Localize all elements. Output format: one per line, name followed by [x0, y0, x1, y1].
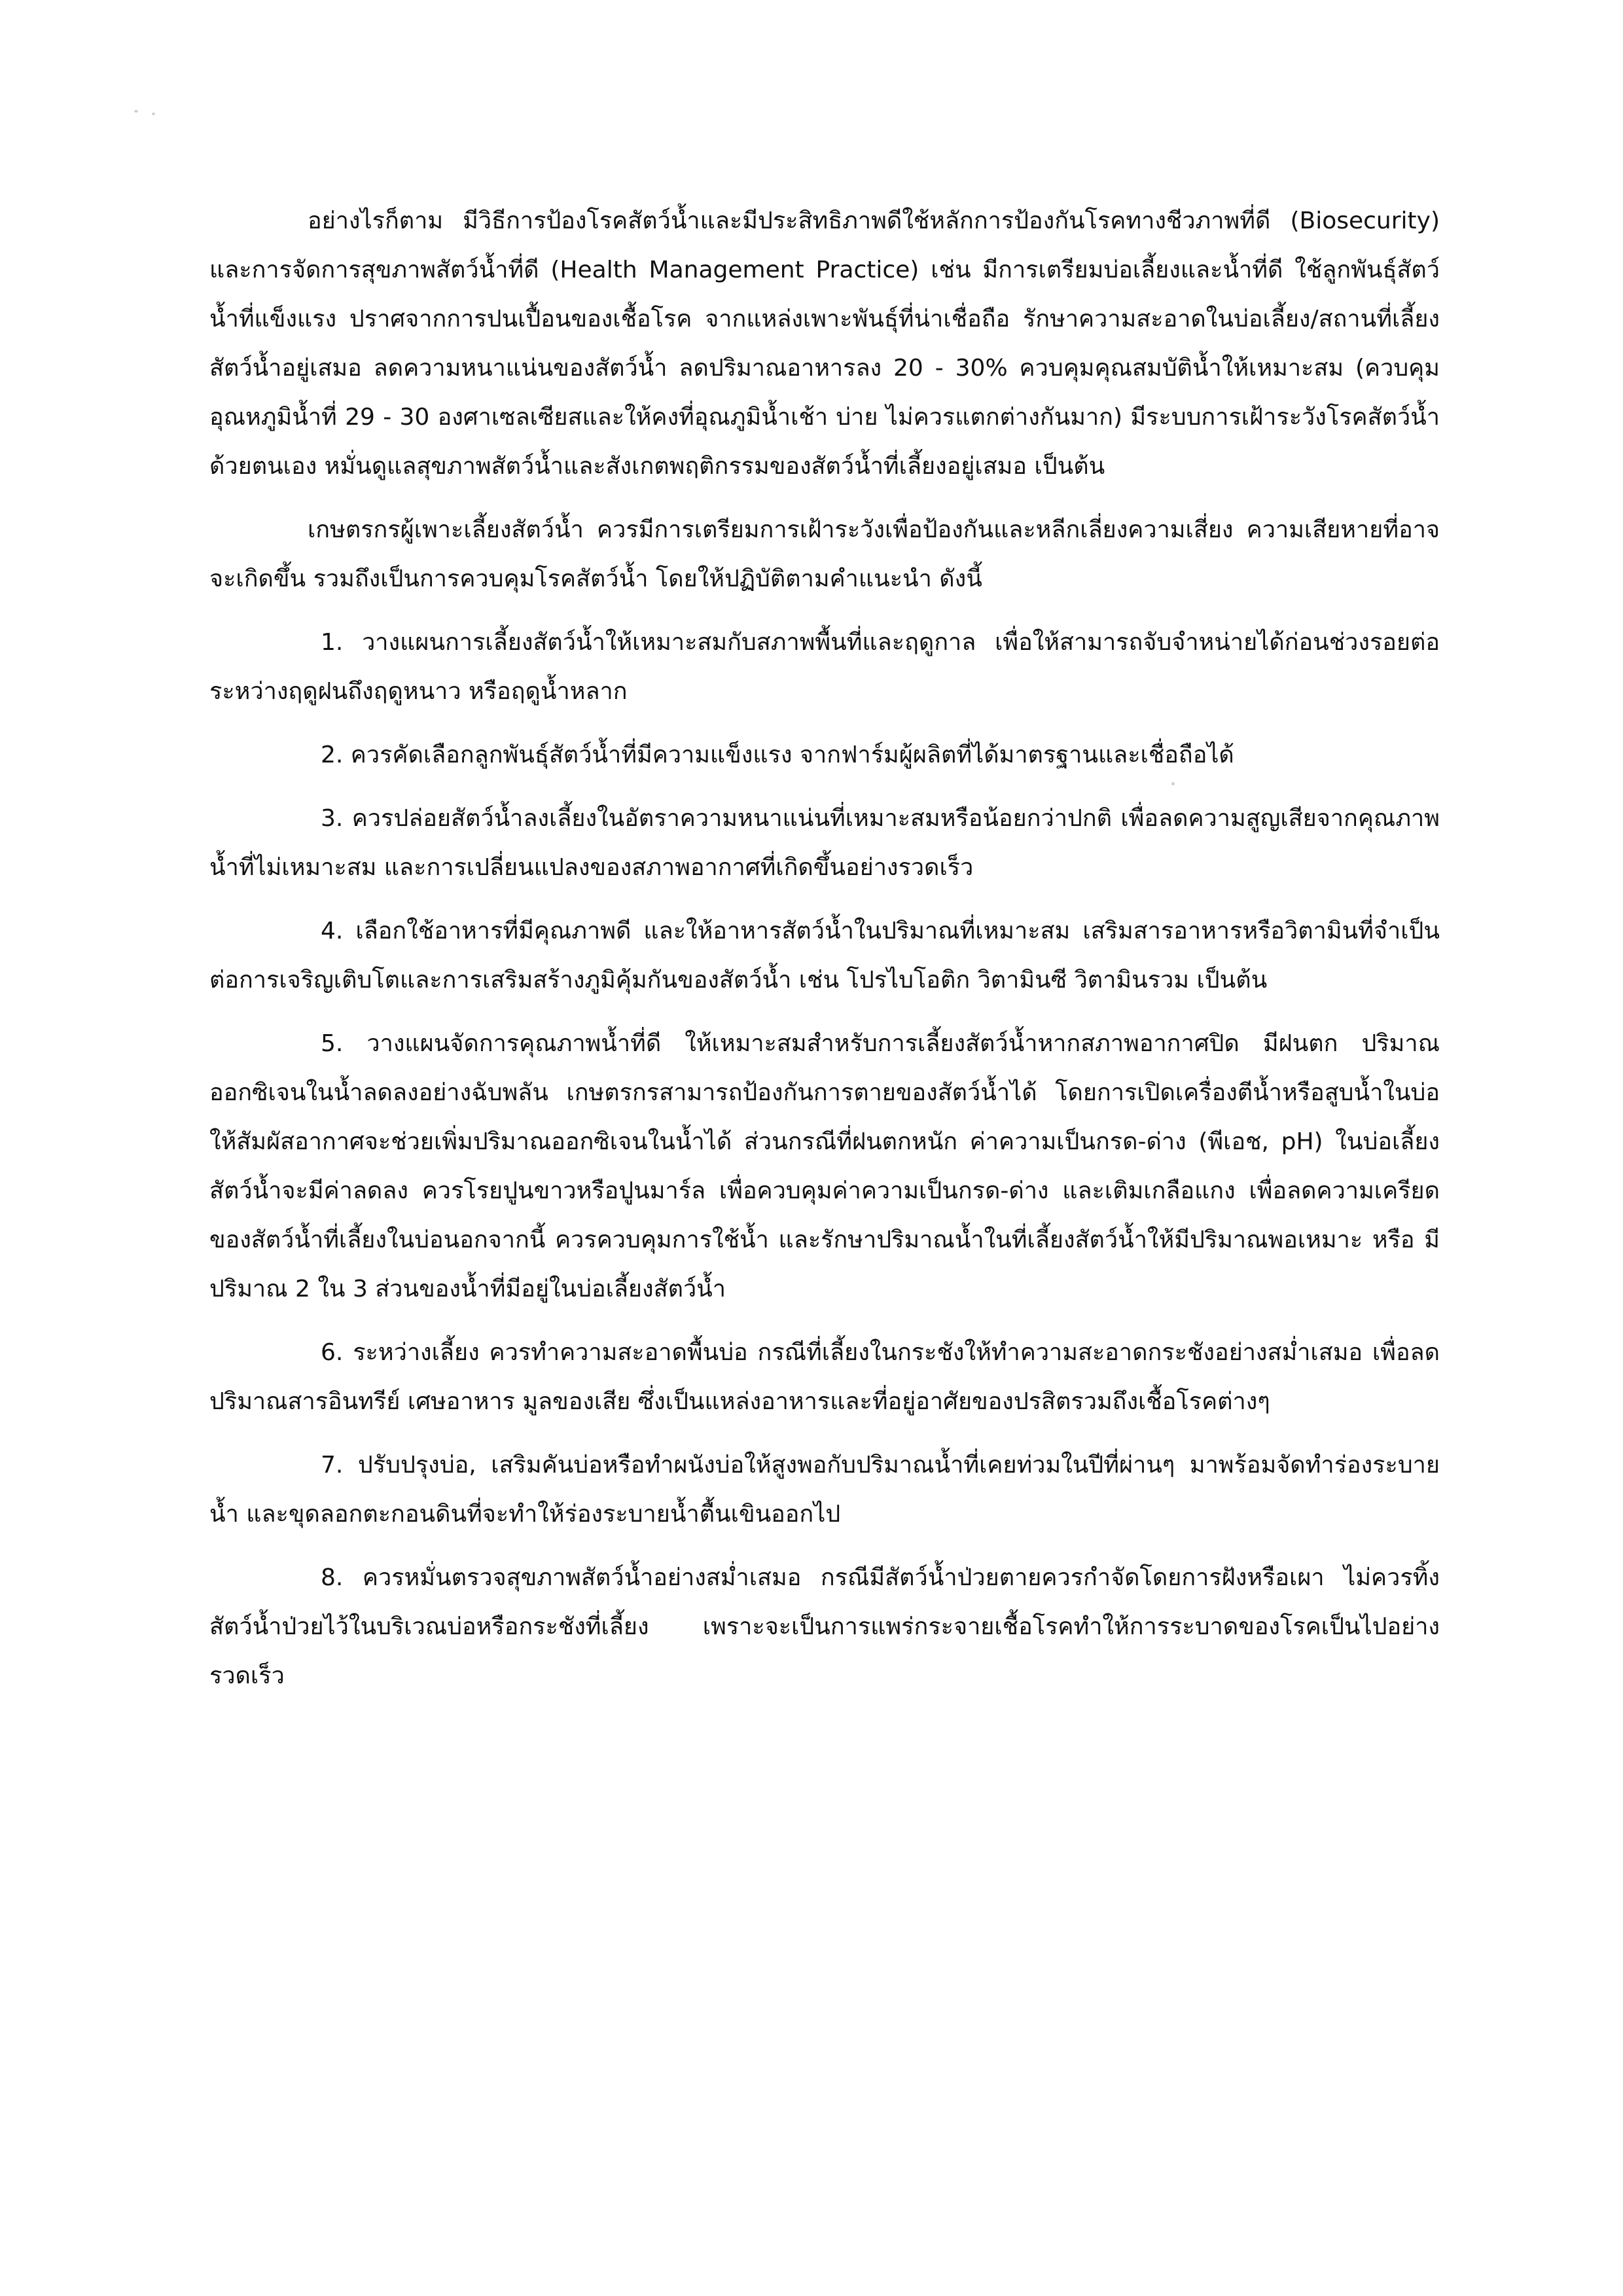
list-item: 5. วางแผนจัดการคุณภาพน้ำที่ดี ให้เหมาะสมสำหรับการเลี้ยงสัตว์น้ำหากสภาพอากาศปิด มีฝนตก ปริมาณออกซิเจนในน้ำลดลงอย่างฉับพลัน เกษตรกรสามารถป้องกันการตายของสัตว์น้ำได้ โดยการเปิดเครื่องตีน้ำหรือสูบน้ำในบ่อให้สัมผัสอากาศจะช่วยเพิ่มปริมาณออกซิเจนในน้ำได้ ส่วนกรณีที่ฝนตกหนัก ค่าความเป็นกรด-ด่าง (พีเอช, pH) ในบ่อเลี้ยงสัตว์น้ำจะมีค่าลดลง ควรโรยปูนขาวหรือปูนมาร์ล เพื่อควบคุมค่าความเป็นกรด-ด่าง และเติมเกลือแกง เพื่อลดความเครียดของสัตว์น้ำที่เลี้ยงในบ่อนอกจากนี้ ควรควบคุมการใช้น้ำ และรักษาปริมาณน้ำในที่เลี้ยงสัตว์น้ำให้มีปริมาณพอเหมาะ หรือ มีปริมาณ 2 ใน 3 ส่วนของน้ำที่มีอยู่ในบ่อเลี้ยงสัตว์น้ำ — [209, 1030, 1440, 1302]
list-item: 1. วางแผนการเลี้ยงสัตว์น้ำให้เหมาะสมกับสภาพพื้นที่และฤดูกาล เพื่อให้สามารถจับจำหน่ายได้ก่อนช่วงรอยต่อระหว่างฤดูฝนถึงฤดูหนาว หรือฤดูน้ำหลาก — [209, 629, 1440, 705]
list-item: 6. ระหว่างเลี้ยง ควรทำความสะอาดพื้นบ่อ กรณีที่เลี้ยงในกระชังให้ทำความสะอาดกระชังอย่างสม่ำเสมอ เพื่อลดปริมาณสารอินทรีย์ เศษอาหาร มูลของเสีย ซึ่งเป็นแหล่งอาหารและที่อยู่อาศัยของปรสิตรวมถึงเชื้อโรคต่างๆ — [209, 1339, 1440, 1415]
scan-speck — [152, 113, 155, 115]
list-item: 8. ควรหมั่นตรวจสุขภาพสัตว์น้ำอย่างสม่ำเสมอ กรณีมีสัตว์น้ำป่วยตายควรกำจัดโดยการฝังหรือเผา ไม่ควรทิ้งสัตว์น้ำป่วยไว้ในบริเวณบ่อหรือกระชังที่เลี้ยง เพราะจะเป็นการแพร่กระจายเชื้อโรคทำให้การระบาดของโรคเป็นไปอย่างรวดเร็ว — [209, 1564, 1440, 1689]
list-item: 7. ปรับปรุงบ่อ, เสริมคันบ่อหรือทำผนังบ่อให้สูงพอกับปริมาณน้ำที่เคยท่วมในปีที่ผ่านๆ มาพร้อมจัดทำร่องระบายน้ำ และขุดลอกตะกอนดินที่จะทำให้ร่องระบายน้ำตื้นเขินออกไป — [209, 1452, 1440, 1528]
document-body — [209, 196, 1440, 1715]
intro-paragraph: อย่างไรก็ตาม มีวิธีการป้องโรคสัตว์น้ำและมีประสิทธิภาพดีใช้หลักการป้องกันโรคทางชีวภาพที่ดี (Biosecurity) และการจัดการสุขภาพสัตว์น้ำที่ดี (Health Management Practice) เช่น มีการเตรียมบ่อเลี้ยงและน้ำที่ดี ใช้ลูกพันธุ์สัตว์น้ำที่แข็งแรง ปราศจากการปนเปื้อนของเชื้อโรค จากแหล่งเพาะพันธุ์ที่น่าเชื่อถือ รักษาความสะอาดในบ่อเลี้ยง/สถานที่เลี้ยงสัตว์น้ำอยู่เสมอ ลดความหนาแน่นของสัตว์น้ำ ลดปริมาณอาหารลง 20 - 30% ควบคุมคุณสมบัติน้ำให้เหมาะสม (ควบคุมอุณหภูมิน้ำที่ 29 - 30 องศาเซลเซียสและให้คงที่อุณภูมิน้ำเช้า บ่าย ไม่ควรแตกต่างกันมาก) มีระบบการเฝ้าระวังโรคสัตว์น้ำด้วยตนเอง หมั่นดูแลสุขภาพสัตว์น้ำและสังเกตพฤติกรรมของสัตว์น้ำที่เลี้ยงอยู่เสมอ เป็นต้น — [209, 207, 1440, 480]
scan-speck — [134, 110, 138, 113]
intro-paragraph: เกษตรกรผู้เพาะเลี้ยงสัตว์น้ำ ควรมีการเตรียมการเฝ้าระวังเพื่อป้องกันและหลีกเลี่ยงความเสี่ยง ความเสียหายที่อาจจะเกิดขึ้น รวมถึงเป็นการควบคุมโรคสัตว์น้ำ โดยให้ปฏิบัติตามคำแนะนำ ดังนี้ — [209, 516, 1440, 592]
list-item: 3. ควรปล่อยสัตว์น้ำลงเลี้ยงในอัตราความหนาแน่นที่เหมาะสมหรือน้อยกว่าปกติ เพื่อลดความสูญเสียจากคุณภาพน้ำที่ไม่เหมาะสม และการเปลี่ยนแปลงของสภาพอากาศที่เกิดขึ้นอย่างรวดเร็ว — [209, 805, 1440, 881]
list-item: 2. ควรคัดเลือกลูกพันธุ์สัตว์น้ำที่มีความแข็งแรง จากฟาร์มผู้ผลิตที่ได้มาตรฐานและเชื่อถือได้ — [321, 742, 1234, 768]
list-item: 4. เลือกใช้อาหารที่มีคุณภาพดี และให้อาหารสัตว์น้ำในปริมาณที่เหมาะสม เสริมสารอาหารหรือวิตามินที่จำเป็นต่อการเจริญเติบโตและการเสริมสร้างภูมิคุ้มกันของสัตว์น้ำ เช่น โปรไบโอติก วิตามินซี วิตามินรวม เป็นต้น — [209, 918, 1440, 994]
